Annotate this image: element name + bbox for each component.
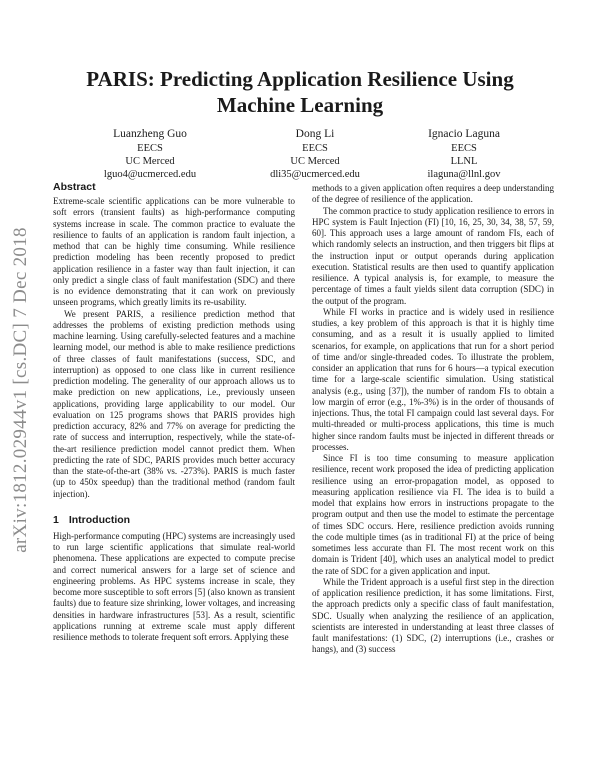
author-org: UC Merced — [290, 156, 340, 167]
author-block-3 — [404, 127, 524, 181]
intro-paragraph-1: High-performance computing (HPC) systems are increasingly used to run large scientific applications that simulate real-world phenomena. These applications are expected to compute precise and correct numerical answers for a large set of science and engineering problems. As HPC systems increase in scale, they become more susceptible to soft errors [5] (also known as transient faults) due to feature size shrinking, lower voltages, and increasing densities in hardware infrastructures [53]. As a result, scientific applications running at extreme scale must apply different resilience methods to tolerate frequent soft errors. Applying these — [53, 530, 295, 642]
author-block-2 — [255, 127, 375, 181]
title-line-1: PARIS: Predicting Application Resilience Using — [86, 67, 514, 91]
author-email: dli35@ucmerced.edu — [270, 169, 360, 180]
intro-paragraph-2: The common practice to study application resilience to errors in HPC system is Fault Injection (FI) [10, 16, 25, 30, 34, 38, 57, 59, 60]. This approach uses a large amount of random FIs, each of which randomly selects an instruction, and then triggers bit flips at the instruction input or output operands during application execution. Statistical results are then used to quantify application resilience. A typical analysis is, for example, to measure the percentage of times a fault yields silent data corruption (SDC) in the output of the program. — [312, 205, 554, 306]
author-name: Ignacio Laguna — [428, 128, 500, 140]
title-line-2: Machine Learning — [216, 93, 384, 117]
arxiv-stamp-text: arXiv:1812.02944v1 [cs.DC] 7 Dec 2018 — [10, 227, 31, 553]
paper-title — [60, 66, 540, 118]
arxiv-stamp — [6, 190, 36, 590]
author-dept: EECS — [451, 143, 477, 154]
author-dept: EECS — [302, 143, 328, 154]
abstract-paragraph-2: We present PARIS, a resilience prediction method that addresses the problems of existing prediction methods using machine learning. Using carefully-selected features and a machine learning model, our method is able to make resilience predictions of three classes of fault manifestations (success, SDC, and interruption) as opposed to one class like in current resilience prediction modeling. The generality of our approach allows us to make prediction on new applications, i.e., previously unseen applications, providing large applicability to our model. Our evaluation on 125 programs shows that PARIS provides high prediction accuracy, 82% and 77% on average for predicting the rate of success and interruption, respectively, while the state-of-the-art resilience prediction model cannot predict them. When predicting the rate of SDC, PARIS provides much better accuracy than the state-of-the-art (38% vs. -273%). PARIS is much faster (up to 450x speedup) than the traditional method (random fault injection). — [53, 308, 295, 499]
intro-paragraph-5: While the Trident approach is a useful first step in the direction of application resilience prediction, it has some limitations. First, the approach predicts only a specific class of fault manifestation, SDC. Usually when analyzing the resilience of an application, scientists are interested in understanding at least three classes of fault manifestations: (1) SDC, (2) interruptions (i.e., crashes or hangs), and (3) success — [312, 576, 554, 655]
intro-paragraph-1-continued: methods to a given application often requires a deep understanding of the degree of resilience of the application. — [312, 183, 554, 205]
section-number: 1 — [53, 513, 59, 526]
intro-paragraph-4: Since FI is too time consuming to measure application resilience, recent work proposed the idea of predicting application resilience using an error-propagation model, as opposed to measuring application resilience via FI. The idea is to build a model that explains how errors in instructions propagate to the program output and then use the model to estimate the percentage of times SDC occurs. Here, resilience prediction avoids running the code multiple times (as in traditional FI) at the price of being sometimes less accurate than FI. The most recent work on this domain is Trident [40], which uses an analytical model to predict the rate of SDC for a given application and input. — [312, 453, 554, 576]
author-email: ilaguna@llnl.gov — [427, 169, 501, 180]
author-org: UC Merced — [125, 156, 175, 167]
intro-heading — [53, 514, 295, 526]
right-column — [312, 183, 554, 656]
author-org: LLNL — [450, 156, 478, 167]
left-column — [53, 181, 295, 643]
intro-paragraph-3: While FI works in practice and is widely used in resilience studies, a key problem of this approach is that it is highly time consuming, and as a result it is usually applied to limited scenarios, for example, on applications that run for a short period of time and/or single-threaded codes. To illustrate the problem, consider an application that runs for 6 hours—a typical execution time for a large-scale scientific simulation. Using statistical analysis (e.g., using [37]), the number of random FIs to obtain a low margin of error (e.g., 1%-3%) is in the order of thousands of injections. Thus, the total FI campaign could last several days. For multi-threaded or multi-process applications, this time is much higher since random faults must be injected in different threads or processes. — [312, 306, 554, 452]
author-name: Dong Li — [295, 128, 335, 140]
abstract-heading: Abstract — [53, 181, 96, 193]
section-title: Introduction — [68, 513, 131, 526]
abstract-paragraph-1: Extreme-scale scientific applications can be more vulnerable to soft errors (transient faults) as high-performance computing systems increase in scale. The common practice to evaluate the resilience to faults of an application is random fault injection, a method that can be highly time consuming. While resilience prediction modeling has been recently proposed to predict application resilience in a faster way than fault injection, it can only predict a single class of fault manifestation (SDC) and there is no evidence demonstrating that it can work on previously unseen programs, which greatly limits its re-usability. — [53, 196, 295, 308]
author-name: Luanzheng Guo — [113, 128, 187, 140]
author-dept: EECS — [137, 143, 163, 154]
author-block-1 — [90, 127, 210, 181]
author-email: lguo4@ucmerced.edu — [103, 169, 197, 180]
